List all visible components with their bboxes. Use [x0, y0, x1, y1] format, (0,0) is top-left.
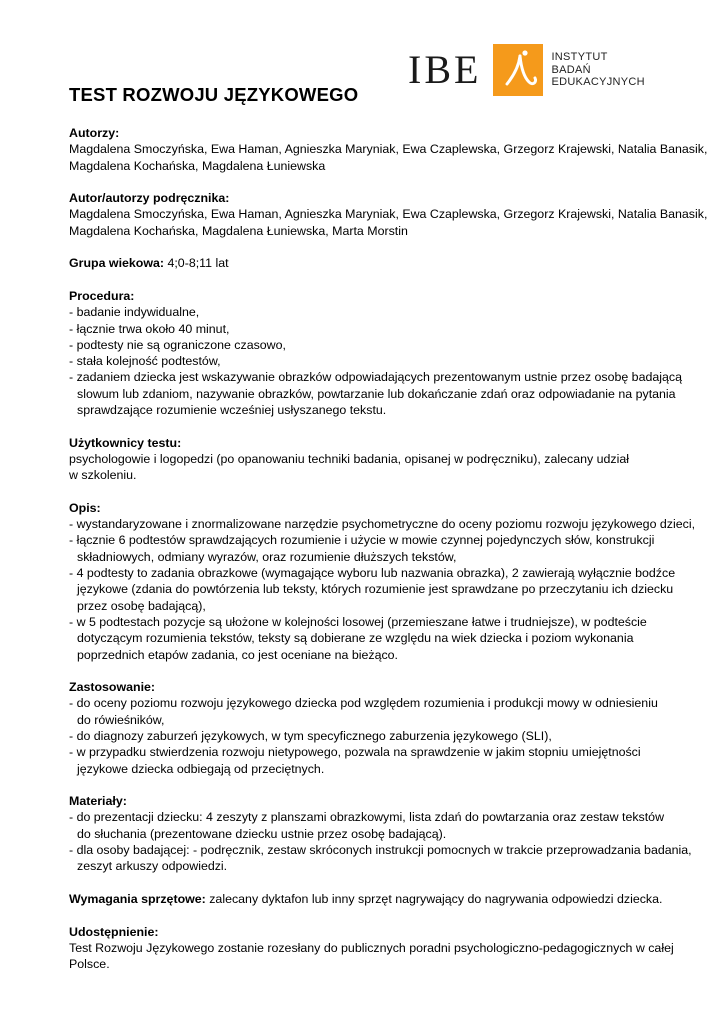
procedure-item: - badanie indywidualne, [69, 305, 200, 320]
age-group-heading: Grupa wiekowa: [69, 256, 165, 271]
materials-heading: Materiały: [69, 794, 127, 809]
section-authors [69, 125, 708, 174]
application-item: - do diagnozy zaburzeń językowych, w tym specyficznego zaburzenia językowego (SLI), [69, 728, 552, 743]
description-item-continued: dotyczącym rozumienia tekstów, teksty są dobierane ze względu na wiek dziecka i poziom wykonania [77, 631, 634, 646]
logo-mark-icon [493, 44, 543, 96]
availability-line: Test Rozwoju Językowego zostanie rozesłany do publicznych poradni psychologiczno-pedagogicznych w całej [69, 940, 674, 955]
section-procedure [69, 288, 694, 418]
application-item-continued: do rówieśników, [77, 712, 165, 727]
document-body [69, 125, 708, 989]
users-line: w szkoleniu. [69, 468, 137, 483]
description-item: - wystandaryzowane i znormalizowane narzędzie psychometryczne do oceny poziomu rozwoju językowego dzieci, [69, 517, 696, 532]
authors-line: Magdalena Kochańska, Magdalena Łuniewska [69, 158, 326, 173]
procedure-item: - stała kolejność podtestów, [69, 354, 221, 369]
authors-line: Magdalena Smoczyńska, Ewa Haman, Agnieszka Maryniak, Ewa Czaplewska, Grzegorz Krajewski, Natalia Banasik, [69, 142, 708, 157]
section-users [69, 435, 694, 484]
description-item-continued: przez osobę badającą), [77, 598, 206, 613]
materials-item: - do prezentacji dziecku: 4 zeszyty z planszami obrazkowymi, lista zdań do powtarzania oraz zestaw tekstów [69, 810, 665, 825]
procedure-item-continued: sprawdzające rozumienie wcześniej usłyszanego tekstu. [77, 403, 387, 418]
section-description [69, 500, 694, 663]
description-item-continued: językowe (zdania do powtórzenia lub teksty, których rozumienie jest sprawdzane po przeczytaniu ich dziecku [77, 582, 674, 597]
procedure-item: - łącznie trwa około 40 minut, [69, 321, 230, 336]
materials-item-continued: zeszyt arkuszy odpowiedzi. [77, 859, 228, 874]
manual-authors-heading: Autor/autorzy podręcznika: [69, 191, 230, 206]
description-item-continued: składniowych, odmiany wyrazów, oraz rozumienie dłuższych tekstów, [77, 549, 457, 564]
procedure-item: - podtesty nie są ograniczone czasowo, [69, 337, 286, 352]
description-heading: Opis: [69, 500, 101, 515]
section-manual-authors [69, 190, 708, 239]
application-item: - w przypadku stwierdzenia rozwoju nietypowego, pozwala na sprawdzenie w jakim stopniu umiejętności [69, 745, 641, 760]
manual-authors-line: Magdalena Smoczyńska, Ewa Haman, Agnieszka Maryniak, Ewa Czaplewska, Grzegorz Krajewski, Natalia Banasik, [69, 207, 708, 222]
hardware-value: zalecany dyktafon lub inny sprzęt nagrywający do nagrywania odpowiedzi dziecka. [205, 891, 663, 906]
application-item-continued: językowe dziecka odbiegają od przeciętnych. [77, 761, 325, 776]
description-item: - w 5 podtestach pozycje są ułożone w kolejności losowej (przemieszane łatwe i trudniejsze), w podteście [69, 614, 647, 629]
section-hardware [69, 891, 694, 907]
authors-heading: Autorzy: [69, 126, 120, 140]
application-heading: Zastosowanie: [69, 680, 156, 695]
section-availability [69, 924, 694, 973]
procedure-item-continued: slowum lub zdaniom, nazywanie obrazków, powtarzanie lub dokańczanie zdań oraz odpowiadanie na pytania [77, 386, 676, 401]
description-item: - łącznie 6 podtestów sprawdzających rozumienie i użycie w mowie czynnej pojedynczych słów, konstrukcji [69, 533, 655, 548]
procedure-item: - zadaniem dziecka jest wskazywanie obrazków odpowiadających prezentowanym ustnie przez osobę badającą [69, 370, 682, 385]
ibe-logo [408, 44, 645, 96]
procedure-heading: Procedura: [69, 288, 135, 303]
description-item-continued: poprzednich etapów zadania, co jest oceniane na bieżąco. [77, 647, 399, 662]
section-age-group [69, 255, 694, 271]
logo-institute-name: INSTYTUT BADAŃ EDUKACYJNYCH [551, 51, 645, 89]
materials-item: - dla osoby badającej: - podręcznik, zestaw skróconych instrukcji pomocnych w trakcie przeprowadzania badania, [69, 843, 692, 858]
materials-item-continued: do słuchania (prezentowane dziecku ustnie przez osobę badającą). [77, 826, 447, 841]
availability-line: Polsce. [69, 957, 110, 972]
logo-letters: IBE [408, 47, 482, 92]
section-materials [69, 793, 694, 874]
availability-heading: Udostępnienie: [69, 924, 159, 939]
age-group-value: 4;0-8;11 lat [164, 256, 229, 271]
users-line: psychologowie i logopedzi (po opanowaniu techniki badania, opisanej w podręczniku), zalecany udział [69, 451, 629, 466]
page-title: TEST ROZWOJU JĘZYKOWEGO [69, 84, 359, 105]
users-heading: Użytkownicy testu: [69, 435, 182, 450]
description-item: - 4 podtesty to zadania obrazkowe (wymagające wyboru lub nazwania obrazka), 2 zawierają wyłącznie bodźce [69, 566, 676, 581]
hardware-heading: Wymagania sprzętowe: [69, 891, 206, 906]
section-application [69, 679, 694, 777]
manual-authors-line: Magdalena Kochańska, Magdalena Łuniewska, Marta Morstin [69, 223, 408, 238]
application-item: - do oceny poziomu rozwoju językowego dziecka pod względem rozumienia i produkcji mowy w odniesieniu [69, 696, 658, 711]
